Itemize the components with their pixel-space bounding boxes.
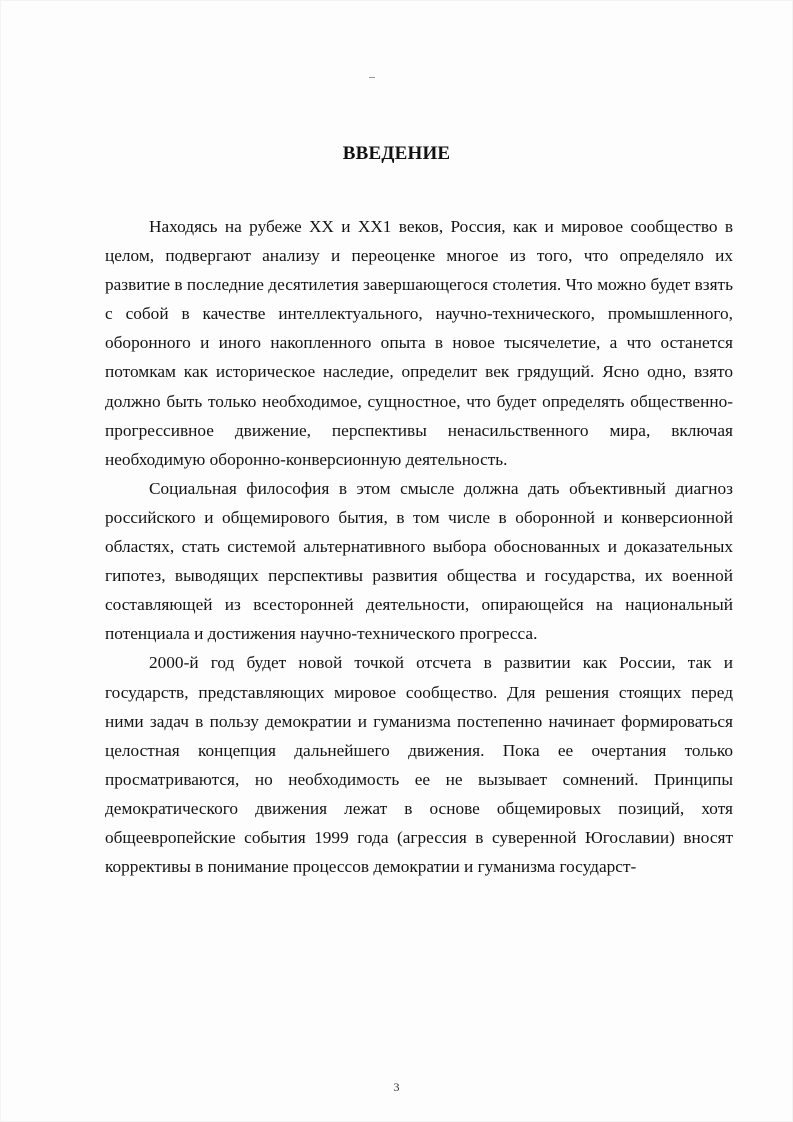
scan-speck bbox=[369, 77, 375, 78]
page-title: ВВЕДЕНИЕ bbox=[342, 143, 451, 164]
paragraph-1: Находясь на рубеже XX и XX1 веков, Россия, как и мировое сообщество в целом, подвергают анализу и переоценке многое из того, что определяло их развитие в последние десятилетия завершающегося столетия. Что можно будет взять с собой в качестве интеллектуального, научно-технического, промышленного, оборонного и иного накопленного опыта в новое тысячелетие, а что останется потомкам как историческое наследие, определит век грядущий. Ясно одно, взято должно быть только необходимое, сущностное, что будет определять общественно-прогрессивное движение, перспективы ненасильственного мира, включая необходимую оборонно-конверсионную деятельность. bbox=[105, 217, 733, 469]
page-number: 3 bbox=[393, 1080, 400, 1094]
body-text bbox=[105, 212, 733, 881]
paragraph-2: Социальная философия в этом смысле должна дать объективный диагноз российского и общемирового бытия, в том числе в оборонной и конверсионной областях, стать системой альтернативного выбора обоснованных и доказательных гипотез, выводящих перспективы развития общества и государства, их военной составляющей из всесторонней деятельности, опирающейся на национальный потенциала и достижения научно-технического прогресса. bbox=[105, 478, 733, 644]
paragraph-3: 2000-й год будет новой точкой отсчета в развитии как России, так и государств, представляющих мировое сообщество. Для решения стоящих перед ними задач в пользу демократии и гуманизма постепенно начинает формироваться целостная концепция дальнейшего движения. Пока ее очертания только просматриваются, но необходимость ее не вызывает сомнений. Принципы демократического движения лежат в основе общемировых позиций, хотя общеевропейские события 1999 года (агрессия в суверенной Югославии) вносят коррективы в понимание процессов демократии и гуманизма государст- bbox=[105, 653, 733, 877]
